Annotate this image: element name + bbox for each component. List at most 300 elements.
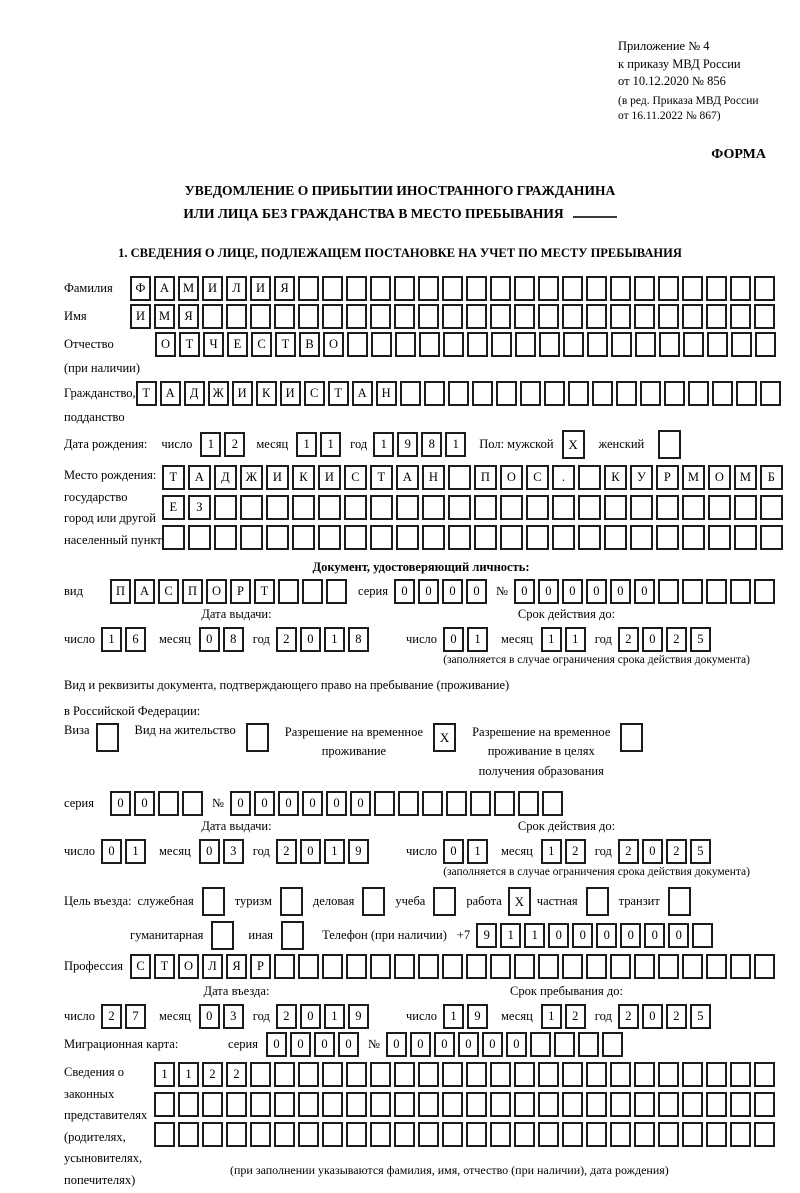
char-cell[interactable] (563, 332, 584, 357)
char-cell[interactable] (514, 954, 535, 979)
char-cell[interactable]: 0 (314, 1032, 335, 1057)
char-cell[interactable] (658, 954, 679, 979)
char-cell[interactable] (396, 495, 419, 520)
char-cell[interactable]: Ч (203, 332, 224, 357)
char-cell[interactable] (466, 1062, 487, 1087)
phone-cells[interactable] (476, 923, 716, 948)
char-cell[interactable] (640, 381, 661, 406)
char-cell[interactable] (394, 276, 415, 301)
entry-year-cells[interactable] (276, 1004, 372, 1029)
mig-seriya-cells[interactable] (266, 1032, 362, 1057)
char-cell[interactable]: М (682, 465, 705, 490)
char-cell[interactable]: К (256, 381, 277, 406)
char-cell[interactable]: Д (214, 465, 237, 490)
char-cell[interactable] (692, 923, 713, 948)
char-cell[interactable]: 0 (596, 923, 617, 948)
char-cell[interactable]: Я (178, 304, 199, 329)
char-cell[interactable]: 0 (101, 839, 122, 864)
char-cell[interactable] (682, 276, 703, 301)
res-issue-month-cells[interactable] (199, 839, 247, 864)
char-cell[interactable]: 0 (300, 627, 321, 652)
char-cell[interactable] (514, 304, 535, 329)
char-cell[interactable] (398, 791, 419, 816)
char-cell[interactable] (706, 579, 727, 604)
char-cell[interactable] (298, 954, 319, 979)
char-cell[interactable]: 8 (223, 627, 244, 652)
char-cell[interactable] (634, 276, 655, 301)
char-cell[interactable] (514, 276, 535, 301)
mig-num-cells[interactable] (386, 1032, 626, 1057)
char-cell[interactable] (706, 276, 727, 301)
char-cell[interactable] (422, 791, 443, 816)
char-cell[interactable]: 1 (324, 839, 345, 864)
char-cell[interactable]: 0 (300, 839, 321, 864)
char-cell[interactable] (586, 1062, 607, 1087)
char-cell[interactable] (578, 495, 601, 520)
char-cell[interactable] (538, 304, 559, 329)
char-cell[interactable]: 0 (634, 579, 655, 604)
char-cell[interactable] (562, 954, 583, 979)
char-cell[interactable] (154, 1122, 175, 1147)
char-cell[interactable] (178, 1122, 199, 1147)
char-cell[interactable] (178, 1092, 199, 1117)
char-cell[interactable] (322, 1122, 343, 1147)
char-cell[interactable] (587, 332, 608, 357)
char-cell[interactable]: 2 (224, 432, 245, 457)
char-cell[interactable]: А (188, 465, 211, 490)
char-cell[interactable] (658, 304, 679, 329)
char-cell[interactable]: 0 (458, 1032, 479, 1057)
char-cell[interactable]: Р (656, 465, 679, 490)
birth-month-cells[interactable] (296, 432, 344, 457)
res-valid-day-cells[interactable] (443, 839, 491, 864)
char-cell[interactable] (634, 1092, 655, 1117)
char-cell[interactable] (586, 954, 607, 979)
char-cell[interactable]: 2 (226, 1062, 247, 1087)
char-cell[interactable]: 0 (548, 923, 569, 948)
char-cell[interactable] (250, 1092, 271, 1117)
char-cell[interactable]: 1 (467, 627, 488, 652)
char-cell[interactable]: 0 (278, 791, 299, 816)
char-cell[interactable]: 5 (690, 1004, 711, 1029)
birth-day-cells[interactable] (200, 432, 248, 457)
char-cell[interactable]: 9 (348, 1004, 369, 1029)
char-cell[interactable]: Т (370, 465, 393, 490)
char-cell[interactable] (706, 304, 727, 329)
char-cell[interactable]: О (178, 954, 199, 979)
birth-place-cells-row2[interactable] (162, 495, 786, 520)
char-cell[interactable]: Т (179, 332, 200, 357)
char-cell[interactable]: Р (230, 579, 251, 604)
char-cell[interactable] (586, 304, 607, 329)
char-cell[interactable] (554, 1032, 575, 1057)
char-cell[interactable] (394, 1062, 415, 1087)
char-cell[interactable] (202, 304, 223, 329)
char-cell[interactable]: 0 (466, 579, 487, 604)
char-cell[interactable] (419, 332, 440, 357)
char-cell[interactable] (514, 1092, 535, 1117)
representatives-cells-row1[interactable] (154, 1062, 778, 1087)
char-cell[interactable] (371, 332, 392, 357)
char-cell[interactable] (250, 1122, 271, 1147)
char-cell[interactable]: И (250, 276, 271, 301)
char-cell[interactable]: М (734, 465, 757, 490)
char-cell[interactable]: 2 (666, 627, 687, 652)
char-cell[interactable]: 2 (618, 1004, 639, 1029)
char-cell[interactable]: О (206, 579, 227, 604)
char-cell[interactable] (754, 1092, 775, 1117)
stay-day-cells[interactable] (443, 1004, 491, 1029)
char-cell[interactable] (682, 525, 705, 550)
char-cell[interactable]: 0 (443, 839, 464, 864)
char-cell[interactable] (500, 525, 523, 550)
char-cell[interactable] (706, 1092, 727, 1117)
char-cell[interactable] (586, 1122, 607, 1147)
char-cell[interactable] (302, 579, 323, 604)
char-cell[interactable] (400, 381, 421, 406)
representatives-cells-row2[interactable] (154, 1092, 778, 1117)
ucheba-checkbox[interactable] (433, 887, 456, 916)
char-cell[interactable] (634, 1062, 655, 1087)
id-vid-cells[interactable] (110, 579, 350, 604)
char-cell[interactable] (730, 954, 751, 979)
char-cell[interactable]: 0 (326, 791, 347, 816)
char-cell[interactable] (578, 465, 601, 490)
inaya-checkbox[interactable] (281, 921, 304, 950)
char-cell[interactable]: 0 (386, 1032, 407, 1057)
char-cell[interactable] (706, 1062, 727, 1087)
char-cell[interactable] (496, 381, 517, 406)
char-cell[interactable] (442, 1062, 463, 1087)
stay-year-cells[interactable] (618, 1004, 714, 1029)
char-cell[interactable]: А (154, 276, 175, 301)
char-cell[interactable] (214, 525, 237, 550)
char-cell[interactable]: О (155, 332, 176, 357)
char-cell[interactable] (274, 1062, 295, 1087)
char-cell[interactable]: Т (328, 381, 349, 406)
char-cell[interactable]: С (251, 332, 272, 357)
char-cell[interactable] (448, 465, 471, 490)
char-cell[interactable] (298, 304, 319, 329)
char-cell[interactable]: В (299, 332, 320, 357)
char-cell[interactable] (706, 1122, 727, 1147)
char-cell[interactable] (370, 525, 393, 550)
char-cell[interactable] (346, 304, 367, 329)
char-cell[interactable] (188, 525, 211, 550)
char-cell[interactable] (518, 791, 539, 816)
char-cell[interactable]: А (352, 381, 373, 406)
char-cell[interactable]: Е (227, 332, 248, 357)
char-cell[interactable] (298, 1092, 319, 1117)
char-cell[interactable]: 0 (642, 839, 663, 864)
id-num-cells[interactable] (514, 579, 778, 604)
char-cell[interactable] (240, 495, 263, 520)
char-cell[interactable]: Т (136, 381, 157, 406)
char-cell[interactable] (530, 1032, 551, 1057)
char-cell[interactable]: О (500, 465, 523, 490)
char-cell[interactable] (418, 1062, 439, 1087)
char-cell[interactable] (682, 954, 703, 979)
char-cell[interactable] (326, 579, 347, 604)
char-cell[interactable] (226, 1122, 247, 1147)
char-cell[interactable]: С (158, 579, 179, 604)
char-cell[interactable] (682, 1092, 703, 1117)
char-cell[interactable] (370, 495, 393, 520)
citizenship-cells[interactable] (136, 381, 784, 406)
char-cell[interactable]: К (292, 465, 315, 490)
char-cell[interactable]: 0 (254, 791, 275, 816)
char-cell[interactable] (278, 579, 299, 604)
char-cell[interactable] (418, 276, 439, 301)
char-cell[interactable]: 0 (290, 1032, 311, 1057)
id-issue-month-cells[interactable] (199, 627, 247, 652)
char-cell[interactable] (592, 381, 613, 406)
char-cell[interactable] (448, 525, 471, 550)
char-cell[interactable] (754, 1062, 775, 1087)
char-cell[interactable]: 0 (350, 791, 371, 816)
char-cell[interactable] (562, 1122, 583, 1147)
char-cell[interactable]: 0 (338, 1032, 359, 1057)
char-cell[interactable]: Р (250, 954, 271, 979)
char-cell[interactable] (616, 381, 637, 406)
char-cell[interactable]: 0 (644, 923, 665, 948)
char-cell[interactable] (154, 1092, 175, 1117)
male-checkbox[interactable]: X (562, 430, 585, 459)
char-cell[interactable] (754, 276, 775, 301)
char-cell[interactable] (346, 1122, 367, 1147)
char-cell[interactable]: 1 (324, 627, 345, 652)
char-cell[interactable] (706, 954, 727, 979)
char-cell[interactable]: К (604, 465, 627, 490)
char-cell[interactable] (658, 1062, 679, 1087)
char-cell[interactable] (664, 381, 685, 406)
char-cell[interactable] (322, 1092, 343, 1117)
char-cell[interactable] (656, 525, 679, 550)
char-cell[interactable]: 5 (690, 839, 711, 864)
id-issue-year-cells[interactable] (276, 627, 372, 652)
id-valid-month-cells[interactable] (541, 627, 589, 652)
char-cell[interactable] (394, 1092, 415, 1117)
char-cell[interactable]: 2 (565, 839, 586, 864)
char-cell[interactable] (442, 276, 463, 301)
char-cell[interactable] (418, 304, 439, 329)
char-cell[interactable] (442, 1092, 463, 1117)
char-cell[interactable] (490, 1092, 511, 1117)
char-cell[interactable]: 0 (443, 627, 464, 652)
char-cell[interactable] (394, 954, 415, 979)
char-cell[interactable] (292, 525, 315, 550)
char-cell[interactable] (610, 1092, 631, 1117)
char-cell[interactable] (708, 525, 731, 550)
char-cell[interactable] (562, 304, 583, 329)
stay-month-cells[interactable] (541, 1004, 589, 1029)
char-cell[interactable] (318, 525, 341, 550)
char-cell[interactable]: О (708, 465, 731, 490)
char-cell[interactable]: Т (154, 954, 175, 979)
char-cell[interactable]: 2 (666, 839, 687, 864)
char-cell[interactable] (610, 1122, 631, 1147)
char-cell[interactable] (202, 1092, 223, 1117)
char-cell[interactable] (370, 1062, 391, 1087)
char-cell[interactable] (250, 304, 271, 329)
char-cell[interactable]: Л (226, 276, 247, 301)
char-cell[interactable] (730, 304, 751, 329)
char-cell[interactable] (182, 791, 203, 816)
char-cell[interactable]: С (304, 381, 325, 406)
res-valid-month-cells[interactable] (541, 839, 589, 864)
char-cell[interactable]: 1 (541, 1004, 562, 1029)
char-cell[interactable]: А (396, 465, 419, 490)
char-cell[interactable] (634, 304, 655, 329)
char-cell[interactable]: 0 (199, 627, 220, 652)
char-cell[interactable] (472, 381, 493, 406)
char-cell[interactable] (346, 1062, 367, 1087)
char-cell[interactable] (538, 1122, 559, 1147)
char-cell[interactable] (322, 1062, 343, 1087)
char-cell[interactable]: Е (162, 495, 185, 520)
char-cell[interactable] (346, 276, 367, 301)
char-cell[interactable] (578, 525, 601, 550)
char-cell[interactable]: 0 (620, 923, 641, 948)
name-cells[interactable] (130, 304, 778, 329)
char-cell[interactable]: 2 (276, 1004, 297, 1029)
rvp-checkbox[interactable]: X (433, 723, 456, 752)
char-cell[interactable]: Б (760, 465, 783, 490)
char-cell[interactable] (514, 1062, 535, 1087)
char-cell[interactable]: 1 (565, 627, 586, 652)
char-cell[interactable] (586, 276, 607, 301)
char-cell[interactable] (466, 954, 487, 979)
char-cell[interactable] (318, 495, 341, 520)
char-cell[interactable]: 0 (538, 579, 559, 604)
char-cell[interactable]: 0 (230, 791, 251, 816)
char-cell[interactable] (734, 495, 757, 520)
char-cell[interactable]: 0 (586, 579, 607, 604)
char-cell[interactable]: 0 (394, 579, 415, 604)
char-cell[interactable] (707, 332, 728, 357)
char-cell[interactable]: 0 (110, 791, 131, 816)
char-cell[interactable] (490, 276, 511, 301)
char-cell[interactable] (322, 304, 343, 329)
char-cell[interactable] (491, 332, 512, 357)
char-cell[interactable] (322, 276, 343, 301)
char-cell[interactable] (682, 1062, 703, 1087)
char-cell[interactable] (754, 579, 775, 604)
char-cell[interactable] (538, 1092, 559, 1117)
char-cell[interactable]: 0 (418, 579, 439, 604)
char-cell[interactable] (298, 1122, 319, 1147)
tranzit-checkbox[interactable] (668, 887, 691, 916)
char-cell[interactable] (520, 381, 541, 406)
char-cell[interactable]: З (188, 495, 211, 520)
char-cell[interactable]: 2 (666, 1004, 687, 1029)
char-cell[interactable]: А (134, 579, 155, 604)
entry-month-cells[interactable] (199, 1004, 247, 1029)
char-cell[interactable]: И (318, 465, 341, 490)
char-cell[interactable] (611, 332, 632, 357)
char-cell[interactable]: П (110, 579, 131, 604)
char-cell[interactable] (526, 525, 549, 550)
char-cell[interactable] (418, 1122, 439, 1147)
char-cell[interactable] (374, 791, 395, 816)
char-cell[interactable] (552, 495, 575, 520)
char-cell[interactable] (630, 495, 653, 520)
char-cell[interactable]: 0 (514, 579, 535, 604)
char-cell[interactable]: 0 (434, 1032, 455, 1057)
char-cell[interactable]: 1 (445, 432, 466, 457)
char-cell[interactable] (292, 495, 315, 520)
char-cell[interactable]: 1 (178, 1062, 199, 1087)
char-cell[interactable] (266, 525, 289, 550)
char-cell[interactable]: 9 (476, 923, 497, 948)
rabota-checkbox[interactable]: X (508, 887, 531, 916)
rvp-education-checkbox[interactable] (620, 723, 643, 752)
birth-place-cells-row1[interactable] (162, 465, 786, 490)
char-cell[interactable] (274, 1122, 295, 1147)
char-cell[interactable]: 7 (125, 1004, 146, 1029)
char-cell[interactable]: И (202, 276, 223, 301)
char-cell[interactable]: П (182, 579, 203, 604)
char-cell[interactable]: Н (376, 381, 397, 406)
char-cell[interactable] (602, 1032, 623, 1057)
char-cell[interactable] (424, 381, 445, 406)
char-cell[interactable] (448, 495, 471, 520)
char-cell[interactable] (682, 495, 705, 520)
char-cell[interactable]: Я (274, 276, 295, 301)
char-cell[interactable]: 0 (642, 1004, 663, 1029)
birth-year-cells[interactable] (373, 432, 469, 457)
char-cell[interactable] (322, 954, 343, 979)
res-num-cells[interactable] (230, 791, 566, 816)
char-cell[interactable] (396, 525, 419, 550)
char-cell[interactable] (370, 954, 391, 979)
gumanitarnaya-checkbox[interactable] (211, 921, 234, 950)
char-cell[interactable]: И (130, 304, 151, 329)
char-cell[interactable]: 2 (618, 627, 639, 652)
char-cell[interactable]: 1 (524, 923, 545, 948)
char-cell[interactable] (443, 332, 464, 357)
char-cell[interactable] (395, 332, 416, 357)
char-cell[interactable] (734, 525, 757, 550)
char-cell[interactable] (370, 1092, 391, 1117)
char-cell[interactable] (731, 332, 752, 357)
char-cell[interactable] (526, 495, 549, 520)
char-cell[interactable] (214, 495, 237, 520)
char-cell[interactable] (158, 791, 179, 816)
char-cell[interactable]: 1 (320, 432, 341, 457)
char-cell[interactable] (730, 276, 751, 301)
visa-checkbox[interactable] (96, 723, 119, 752)
char-cell[interactable]: Л (202, 954, 223, 979)
char-cell[interactable] (658, 1092, 679, 1117)
char-cell[interactable] (610, 276, 631, 301)
char-cell[interactable]: М (178, 276, 199, 301)
char-cell[interactable]: 9 (467, 1004, 488, 1029)
char-cell[interactable] (578, 1032, 599, 1057)
char-cell[interactable] (494, 791, 515, 816)
char-cell[interactable]: 0 (134, 791, 155, 816)
char-cell[interactable] (610, 1062, 631, 1087)
char-cell[interactable] (730, 1092, 751, 1117)
char-cell[interactable] (754, 304, 775, 329)
char-cell[interactable]: Ж (208, 381, 229, 406)
res-issue-day-cells[interactable] (101, 839, 149, 864)
char-cell[interactable] (422, 525, 445, 550)
char-cell[interactable] (490, 1062, 511, 1087)
char-cell[interactable]: 2 (202, 1062, 223, 1087)
char-cell[interactable] (659, 332, 680, 357)
char-cell[interactable]: 6 (125, 627, 146, 652)
